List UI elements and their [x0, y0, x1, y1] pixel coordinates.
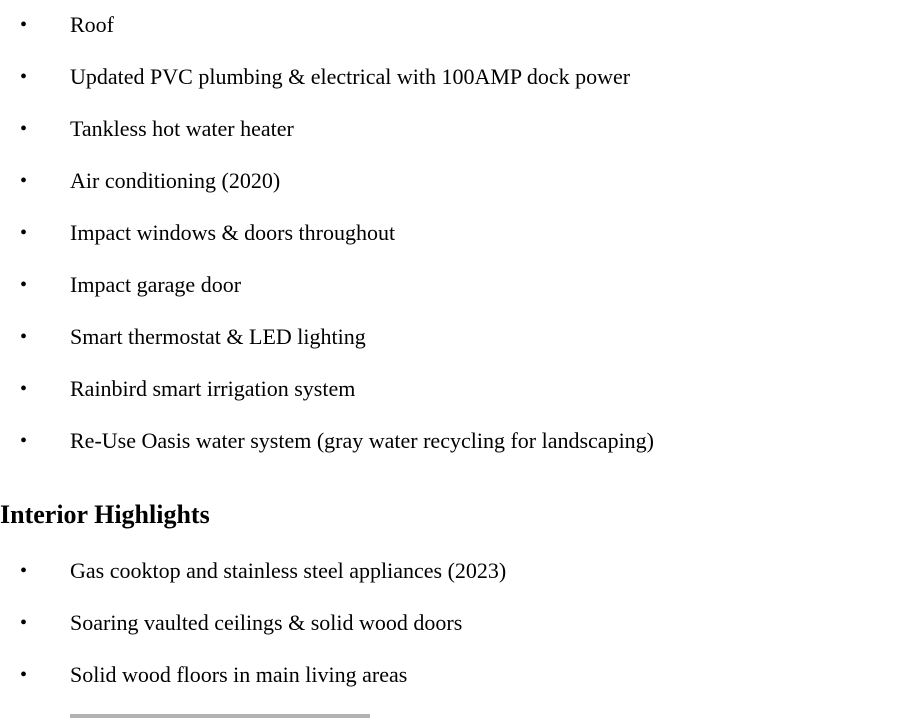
- list-item: [0, 12, 909, 64]
- list-item-text: Roof: [70, 12, 114, 37]
- list-item: [0, 662, 909, 714]
- list-item: [0, 324, 909, 376]
- bullet-icon: •: [20, 14, 28, 36]
- bullet-icon: •: [20, 118, 28, 140]
- systems-bullet-list: [0, 12, 909, 480]
- bullet-icon: •: [20, 378, 28, 400]
- interior-bullet-list: [0, 558, 909, 714]
- bullet-icon: •: [20, 430, 28, 452]
- list-item: [0, 610, 909, 662]
- list-item: [0, 376, 909, 428]
- bullet-icon: •: [20, 170, 28, 192]
- bullet-icon: •: [20, 274, 28, 296]
- list-item: [0, 116, 909, 168]
- list-item-text: Rainbird smart irrigation system: [70, 376, 356, 401]
- bullet-icon: •: [20, 560, 28, 582]
- interior-section: [0, 500, 909, 714]
- list-item-text: Impact windows & doors throughout: [70, 220, 396, 245]
- list-item-text: Re-Use Oasis water system (gray water recycling for landscaping): [70, 428, 655, 453]
- list-item: [0, 168, 909, 220]
- list-item-text: Gas cooktop and stainless steel appliances (2023): [70, 558, 507, 583]
- list-item-text: Air conditioning (2020): [70, 168, 281, 193]
- list-item: [0, 428, 909, 480]
- list-item-text: Smart thermostat & LED lighting: [70, 324, 366, 349]
- list-item-text: Impact garage door: [70, 272, 242, 297]
- list-item-text: Updated PVC plumbing & electrical with 100AMP dock power: [70, 64, 631, 89]
- list-item-text: Solid wood floors in main living areas: [70, 662, 408, 687]
- list-item-text: Tankless hot water heater: [70, 116, 294, 141]
- bullet-icon: •: [20, 612, 28, 634]
- bullet-icon: •: [20, 664, 28, 686]
- section-heading: Interior Highlights: [0, 500, 210, 529]
- bullet-icon: •: [20, 66, 28, 88]
- bullet-icon: •: [20, 222, 28, 244]
- list-item: [0, 558, 909, 610]
- bullet-icon: •: [20, 326, 28, 348]
- partially-visible-line-bottom: [0, 712, 909, 720]
- list-item-text: Soaring vaulted ceilings & solid wood doors: [70, 610, 463, 635]
- list-item: [0, 272, 909, 324]
- list-item: [0, 64, 909, 116]
- list-item: [0, 220, 909, 272]
